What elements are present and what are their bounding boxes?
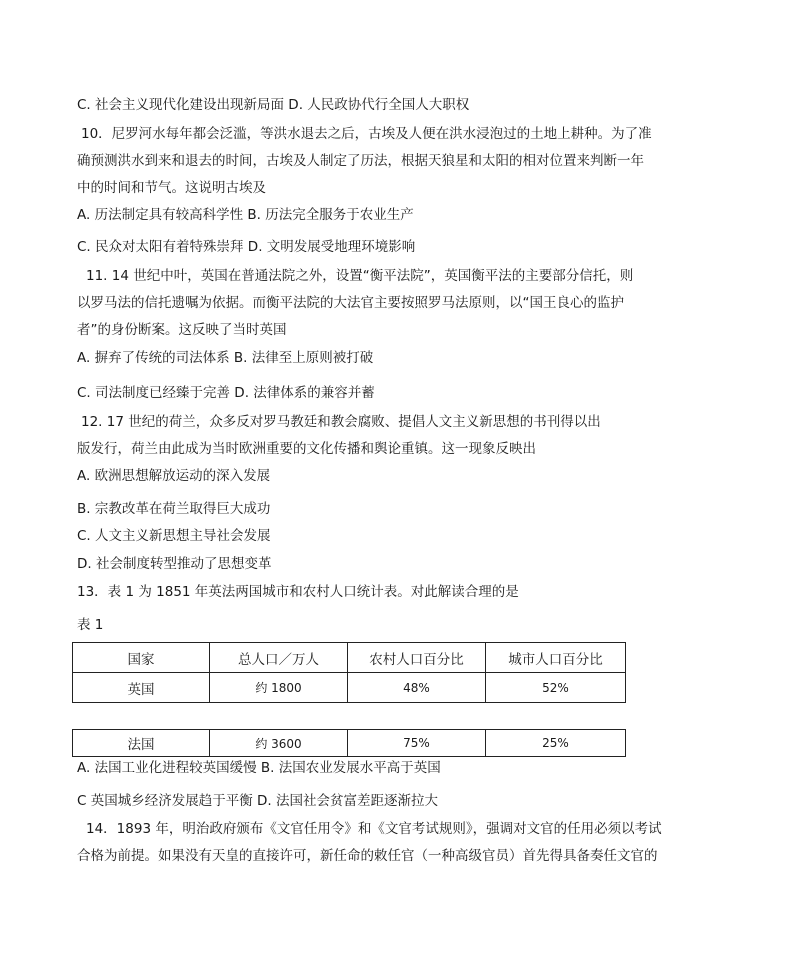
header-rural-percent: 农村人口百分比 (348, 643, 486, 673)
q10-stem-line2: 确预测洪水到来和退去的时间，古埃及人制定了历法，根据天狼星和太阳的相对位置来判断一年 (77, 153, 644, 169)
q12-option-c: C. 人文主义新思想主导社会发展 (77, 528, 271, 544)
cell-country: 法国 (73, 730, 210, 757)
q11-options-ab: A. 摒弃了传统的司法体系 B. 法律至上原则被打破 (77, 350, 374, 366)
q10-stem-line1: 10．尼罗河水每年都会泛滥，等洪水退去之后，古埃及人便在洪水浸泡过的土地上耕种。为了准 (81, 126, 652, 142)
q12-option-b: B. 宗教改革在荷兰取得巨大成功 (77, 501, 271, 517)
q14-stem-line2: 合格为前提。如果没有天皇的直接许可，新任命的敕任官（一种高级官员）首先得具备奏任文官的 (77, 848, 658, 864)
cell-urban: 25% (486, 730, 626, 757)
q13-stem: 13．表 1 为 1851 年英法两国城市和农村人口统计表。对此解读合理的是 (77, 584, 519, 600)
cell-total: 约 1800 (210, 673, 348, 703)
q13-options-cd: C 英国城乡经济发展趋于平衡 D. 法国社会贫富差距逐渐拉大 (77, 793, 438, 809)
header-total-population: 总人口／万人 (210, 643, 348, 673)
q14-stem-line1: 14．1893 年，明治政府颁布《文官任用令》和《文官考试规则》，强调对文官的任用必须以考试 (86, 821, 662, 837)
cell-rural: 48% (348, 673, 486, 703)
q12-stem-line2: 版发行，荷兰由此成为当时欧洲重要的文化传播和舆论重镇。这一现象反映出 (77, 441, 536, 457)
cell-urban: 52% (486, 673, 626, 703)
population-table-bottom (72, 729, 626, 757)
table-row (73, 730, 626, 757)
table-row (73, 673, 626, 703)
cell-total: 约 3600 (210, 730, 348, 757)
q10-options-cd: C. 民众对太阳有着特殊崇拜 D. 文明发展受地理环境影响 (77, 239, 416, 255)
cell-country: 英国 (73, 673, 210, 703)
q11-options-cd: C. 司法制度已经臻于完善 D. 法律体系的兼容并蓄 (77, 385, 375, 401)
q10-options-ab: A. 历法制定具有较高科学性 B. 历法完全服务于农业生产 (77, 207, 414, 223)
q12-option-d: D. 社会制度转型推动了思想变革 (77, 556, 272, 572)
table-caption: 表 1 (77, 617, 104, 633)
q12-option-a: A. 欧洲思想解放运动的深入发展 (77, 468, 271, 484)
header-country: 国家 (73, 643, 210, 673)
cell-rural: 75% (348, 730, 486, 757)
header-urban-percent: 城市人口百分比 (486, 643, 626, 673)
q11-stem-line3: 者”的身份断案。这反映了当时英国 (77, 322, 287, 338)
q10-stem-line3: 中的时间和节气。这说明古埃及 (77, 180, 266, 196)
q12-stem-line1: 12. 17 世纪的荷兰，众多反对罗马教廷和教会腐败、提倡人文主义新思想的书刊得以出 (81, 414, 601, 430)
q11-stem-line1: 11. 14 世纪中叶，英国在普通法院之外，设置“衡平法院”，英国衡平法的主要部分信托，则 (86, 268, 634, 284)
q11-stem-line2: 以罗马法的信托遗嘱为依据。而衡平法院的大法官主要按照罗马法原则，以“国王良心的监护 (77, 295, 624, 311)
q9-options-cd: C. 社会主义现代化建设出现新局面 D. 人民政协代行全国人大职权 (77, 97, 470, 113)
q13-options-ab: A. 法国工业化进程较英国缓慢 B. 法国农业发展水平高于英国 (77, 760, 441, 776)
table-header-row (73, 643, 626, 673)
population-table-top (72, 642, 626, 703)
